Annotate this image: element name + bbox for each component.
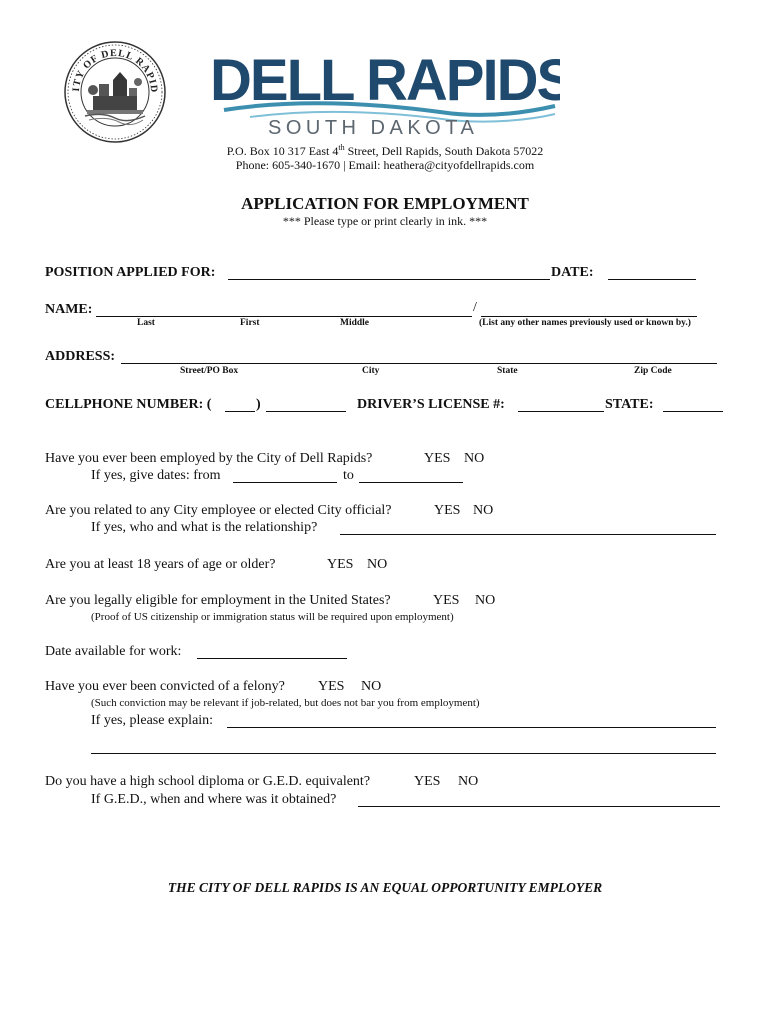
question-diploma: Do you have a high school diploma or G.E.D. equivalent?: [45, 774, 371, 789]
license-label: DRIVER’S LICENSE #:: [357, 397, 505, 412]
name-input[interactable]: [96, 316, 472, 317]
question-related: Are you related to any City employee or elected City official?: [45, 503, 392, 518]
address-label: ADDRESS:: [45, 349, 116, 364]
logo-word-dell: DELL: [210, 48, 354, 113]
city-seal: [63, 40, 167, 144]
equal-opportunity-statement: THE CITY OF DELL RAPIDS IS AN EQUAL OPPORTUNITY EMPLOYER: [167, 880, 603, 895]
name-first-caption: First: [240, 318, 260, 328]
license-state-input[interactable]: [663, 411, 723, 412]
name-slash: /: [473, 300, 477, 315]
cellphone-input[interactable]: [266, 411, 346, 412]
q2-no-option[interactable]: NO: [473, 503, 494, 518]
address-street-caption: Street/PO Box: [180, 366, 239, 376]
q4-note: (Proof of US citizenship or immigration status will be required upon employment): [91, 611, 454, 623]
q3-yes-option[interactable]: YES: [327, 557, 354, 572]
address-line: P.O. Box 10 317 East 4th Street, Dell Rapids, South Dakota 57022: [226, 143, 544, 158]
cellphone-paren: ): [256, 397, 261, 412]
q7-ged-label: If G.E.D., when and where was it obtained?: [91, 792, 337, 807]
logo-subtitle: SOUTH DAKOTA: [268, 117, 479, 138]
question-felony: Have you ever been convicted of a felony?: [45, 679, 285, 694]
question-age: Are you at least 18 years of age or older?: [45, 557, 276, 572]
form-instructions: *** Please type or print clearly in ink. ***: [282, 214, 488, 228]
q6-yes-option[interactable]: YES: [318, 679, 345, 694]
q1-to-input[interactable]: [359, 482, 463, 483]
other-names-input[interactable]: [481, 316, 697, 317]
q6-no-option[interactable]: NO: [361, 679, 382, 694]
q6-explain-input-2[interactable]: [91, 753, 716, 754]
q1-yes-option[interactable]: YES: [424, 451, 451, 466]
svg-text:CITY OF DELL RAPIDS: [63, 40, 159, 94]
q1-dates-from-label: If yes, give dates: from: [91, 468, 221, 483]
question-employed-before: Have you ever been employed by the City of Dell Rapids?: [45, 451, 373, 466]
q7-ged-input[interactable]: [358, 806, 720, 807]
q1-from-input[interactable]: [233, 482, 337, 483]
license-state-label: STATE:: [605, 397, 654, 412]
q4-yes-option[interactable]: YES: [433, 593, 460, 608]
name-label: NAME:: [45, 302, 93, 317]
q4-no-option[interactable]: NO: [475, 593, 496, 608]
q1-to-label: to: [343, 468, 354, 483]
form-title: APPLICATION FOR EMPLOYMENT: [241, 194, 529, 213]
position-label: POSITION APPLIED FOR:: [45, 265, 216, 280]
date-label: DATE:: [551, 265, 594, 280]
address-city-caption: City: [362, 366, 380, 376]
q1-no-option[interactable]: NO: [464, 451, 485, 466]
q2-relationship-input[interactable]: [340, 534, 716, 535]
q2-yes-option[interactable]: YES: [434, 503, 461, 518]
position-input[interactable]: [228, 279, 550, 280]
q7-yes-option[interactable]: YES: [414, 774, 441, 789]
contact-line: Phone: 605-340-1670 | Email: heathera@cityofdellrapids.com: [235, 158, 535, 172]
date-input[interactable]: [608, 279, 696, 280]
cellphone-label: CELLPHONE NUMBER: (: [45, 397, 212, 412]
dell-rapids-logo: [210, 40, 560, 138]
available-date-input[interactable]: [197, 658, 347, 659]
seal-text: ITY OF DELL RAPID: [70, 47, 160, 94]
address-state-caption: State: [497, 366, 518, 376]
license-input[interactable]: [518, 411, 604, 412]
other-names-caption: (List any other names previously used or known by.): [479, 318, 691, 328]
name-middle-caption: Middle: [340, 318, 370, 328]
q7-no-option[interactable]: NO: [458, 774, 479, 789]
q6-explain-label: If yes, please explain:: [91, 713, 214, 728]
q2-relationship-label: If yes, who and what is the relationship?: [91, 520, 318, 535]
q3-no-option[interactable]: NO: [367, 557, 388, 572]
name-last-caption: Last: [137, 318, 155, 328]
area-code-input[interactable]: [225, 411, 255, 412]
address-input[interactable]: [121, 363, 717, 364]
question-eligible: Are you legally eligible for employment in the United States?: [45, 593, 391, 608]
q6-note: (Such conviction may be relevant if job-related, but does not bar you from employment): [91, 697, 480, 709]
q6-explain-input[interactable]: [227, 727, 716, 728]
logo-word-rapids: RAPIDS: [366, 48, 560, 113]
question-available-date: Date available for work:: [45, 644, 182, 659]
address-zip-caption: Zip Code: [634, 366, 672, 376]
